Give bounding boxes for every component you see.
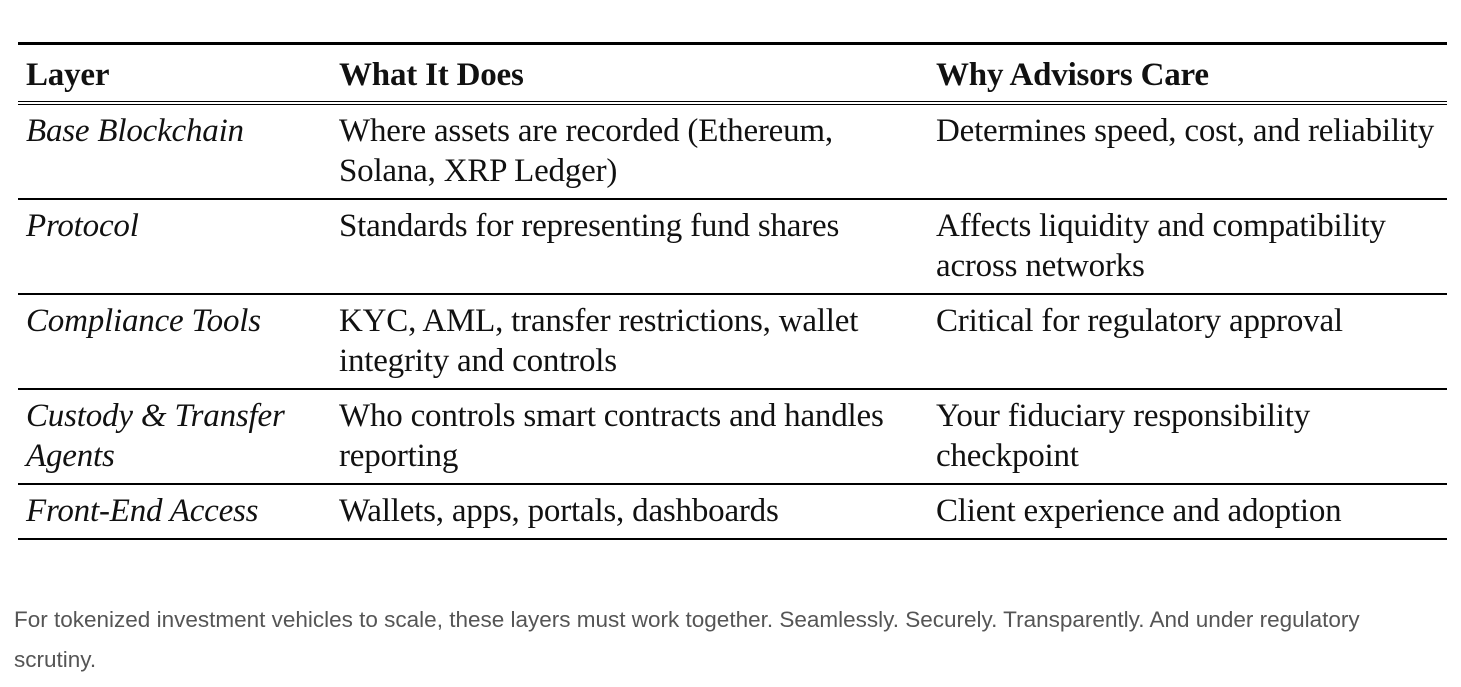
- row-why-cell: Your fiduciary responsibility checkpoint: [932, 389, 1447, 484]
- table-row: [18, 199, 1447, 294]
- row-why-cell: Determines speed, cost, and reliability: [932, 103, 1447, 199]
- table-row: [18, 103, 1447, 199]
- table-row: [18, 484, 1447, 539]
- row-layer-cell: Custody & Transfer Agents: [18, 389, 336, 484]
- layers-table: [18, 45, 1447, 540]
- table-row: [18, 389, 1447, 484]
- table-row: [18, 294, 1447, 389]
- header-layer: Layer: [18, 45, 336, 103]
- row-layer-cell: Front-End Access: [18, 484, 336, 539]
- row-why-cell: Client experience and adoption: [932, 484, 1447, 539]
- caption-paragraph: For tokenized investment vehicles to scale, these layers must work together. Seamlessly. Securely. Transparently. And under regulatory scrutiny.: [14, 607, 1360, 672]
- row-what-cell: KYC, AML, transfer restrictions, wallet integrity and controls: [336, 294, 932, 389]
- header-what-it-does: What It Does: [336, 45, 932, 103]
- layers-table-container: [18, 42, 1447, 540]
- row-what-cell: Where assets are recorded (Ethereum, Solana, XRP Ledger): [336, 103, 932, 199]
- row-what-cell: Who controls smart contracts and handles reporting: [336, 389, 932, 484]
- row-why-cell: Critical for regulatory approval: [932, 294, 1447, 389]
- row-layer-cell: Base Blockchain: [18, 103, 336, 199]
- row-what-cell: Standards for representing fund shares: [336, 199, 932, 294]
- table-header-row: [18, 45, 1447, 103]
- row-why-cell: Affects liquidity and compatibility across networks: [932, 199, 1447, 294]
- row-layer-cell: Compliance Tools: [18, 294, 336, 389]
- header-why-advisors-care: Why Advisors Care: [932, 45, 1447, 103]
- row-layer-cell: Protocol: [18, 199, 336, 294]
- row-what-cell: Wallets, apps, portals, dashboards: [336, 484, 932, 539]
